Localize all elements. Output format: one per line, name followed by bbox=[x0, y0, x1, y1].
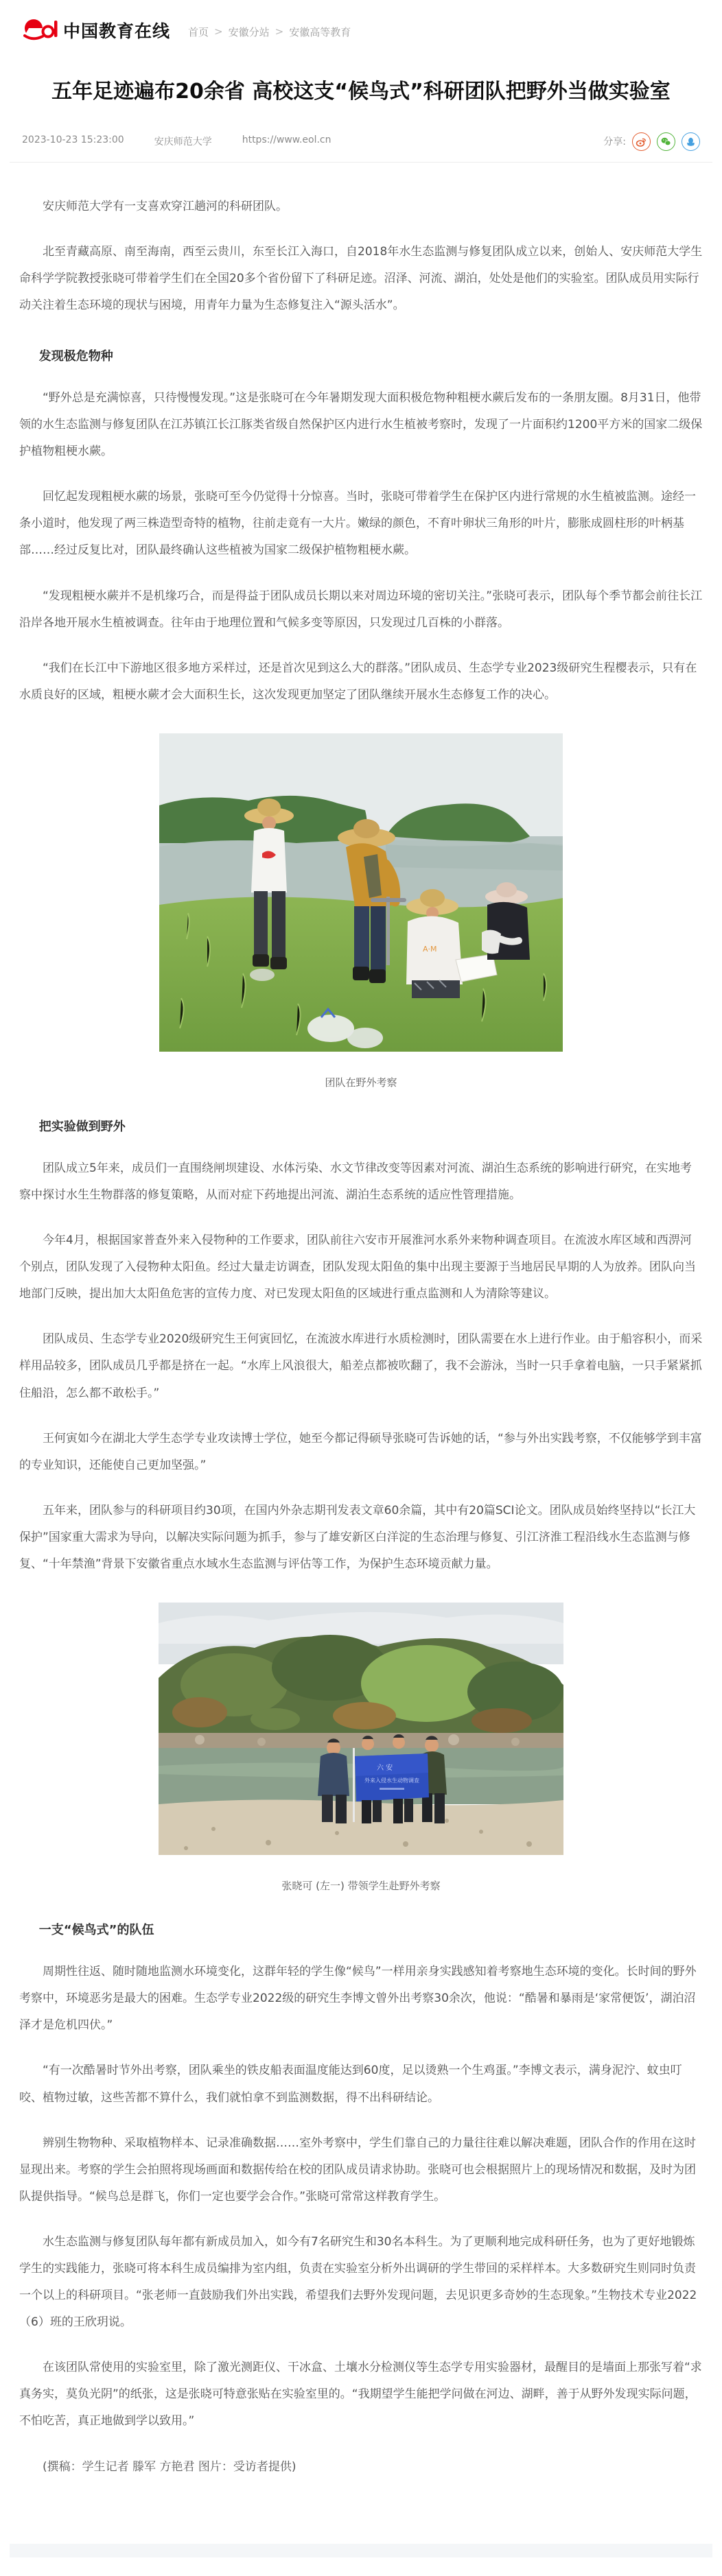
breadcrumb-home[interactable]: 首页 bbox=[188, 25, 209, 38]
share-label: 分享: bbox=[603, 137, 626, 148]
article-title: 五年足迹遍布20余省 高校这支“候鸟式”科研团队把野外当做实验室 bbox=[51, 80, 671, 104]
section-heading-outdoor-experiments: 把实验做到野外 bbox=[38, 1119, 126, 1134]
article-paragraph: 今年4月，根据国家普查外来入侵物种的工作要求，团队前往六安市开展淮河水系外来物种调查项目。在流波水库区域和西淠河个别点，团队发现了入侵物种太阳鱼。经过大量走访调查，团队发现太阳鱼的集中出现主要源于当地居民早期的人为放养。团队向当地部门反映，提出加大太阳鱼危害的宣传力度、对已发现太阳鱼的区域进行重点监测和人为清除等建议。 bbox=[19, 1233, 696, 1301]
wechat-icon bbox=[660, 136, 672, 147]
article-paragraph: 团队成员、生态学专业2020级研究生王何寅回忆，在流波水库进行水质检测时，团队需要在水上进行作业。由于船容积小，而采样用品较多，团队成员几乎都是挤在一起。“水库上风浪很大，船差点都被吹翻了，我不会游泳，当时一只手拿着电脑，一只手紧紧抓住船沿，怎么都不敢松手。” bbox=[19, 1332, 703, 1400]
breadcrumb-separator: > bbox=[214, 25, 223, 38]
publish-date: 2023-10-23 15:23:00 bbox=[22, 134, 124, 146]
svg-text:外来入侵水生动物调查: 外来入侵水生动物调查 bbox=[364, 1777, 419, 1784]
field-survey-photo bbox=[159, 733, 563, 1052]
article-paragraph: 五年来，团队参与的科研项目约30项，在国内外杂志期刊发表文章60余篇，其中有20篇SCI论文。团队成员始终坚持以“长江大保护”国家重大需求为导向，以解决实际问题为抓手，参与了雄安新区白洋淀的生态治理与修复、引江济淮工程沿线水生态监测与修复、“十年禁渔”背景下安徽省重点水域水生态监测与评估等工作，为保护生态环境贡献力量。 bbox=[19, 1503, 696, 1572]
share-qq-button[interactable] bbox=[682, 132, 700, 151]
svg-text:六 安: 六 安 bbox=[377, 1764, 393, 1773]
article-paragraph: “野外总是充满惊喜，只待慢慢发现。”这是张晓可在今年暑期发现大面积极危物种粗梗水蕨后发布的一条朋友圈。8月31日，他带领的水生态监测与修复团队在江苏镇江长江豚类省级自然保护区内进行水生植被考察时，发现了一片面积约1200平方米的国家二级保护植物粗梗水蕨。 bbox=[19, 390, 703, 459]
article-paragraph: 安庆师范大学有一支喜欢穿江趟河的科研团队。 bbox=[43, 199, 288, 213]
article-paragraph: 在该团队常使用的实验室里，除了激光测距仪、干冰盒、土壤水分检测仪等生态学专用实验器材，最醒目的是墙面上那张写着“求真务实，莫负光阴”的纸张，这是张晓可特意张贴在实验室里的。“我期望学生能把学问做在河边、湖畔，善于从野外发现实际问题，不怕吃苦，真正地做到学以致用。” bbox=[19, 2361, 702, 2429]
page bbox=[10, 0, 712, 2557]
article-body bbox=[10, 163, 712, 2481]
breadcrumb-anhui-higher-ed[interactable]: 安徽高等教育 bbox=[289, 25, 351, 38]
article-paragraph: 水生态监测与修复团队每年都有新成员加入，如今有7名研究生和30名本科生。为了更顺利地完成科研任务，也为了更好地锻炼学生的实践能力，张晓可将本科生成员编排为室内组，负责在实验室分析外出调研的学生带回的采样样本。大多数研究生则同时负责一个以上的科研项目。“张老师一直鼓励我们外出实践，希望我们去野外发现问题，去见识更多奇妙的生态现象。”生物技术专业2022（6）班的王欣玥说。 bbox=[19, 2234, 697, 2330]
article-paragraph: 王何寅如今在湖北大学生态学专业攻读博士学位，她至今都记得硕导张晓可告诉她的话，“参与外出实践考察，不仅能够学到丰富的专业知识，还能使自己更加坚强。” bbox=[19, 1431, 702, 1472]
site-name: 中国教育在线 bbox=[63, 21, 171, 41]
article-paragraph: 团队成立5年来，成员们一直围绕闸坝建设、水体污染、水文节律改变等因素对河流、湖泊生态系统的影响进行研究，在实地考察中探讨水生生物群落的修复策略，从而对症下药地提出河流、湖泊生态系统的适应性管理措施。 bbox=[19, 1161, 692, 1202]
eol-logo[interactable] bbox=[22, 15, 170, 45]
footer-bar bbox=[10, 2544, 712, 2557]
article-paragraph: “我们在长江中下游地区很多地方采样过，还是首次见到这么大的群落。”团队成员、生态学专业2023级研究生程樱表示，只有在水质良好的区域，粗梗水蕨才会大面积生长，这次发现更加坚定了团队继续开展水生态修复工作的决心。 bbox=[19, 661, 697, 702]
photo-caption: 团队在野外考察 bbox=[325, 1076, 397, 1089]
article-paragraph: 北至青藏高原、南至海南，西至云贵川，东至长江入海口，自2018年水生态监测与修复团队成立以来，创始人、安庆师范大学生命科学学院教授张晓可带着学生们在全国20多个省份留下了科研足迹。沼泽、河流、湖泊，处处是他们的实验室。团队成员用实际行动关注着生态环境的现状与困境，用青年力量为生态修复注入“源头活水”。 bbox=[19, 244, 703, 312]
section-heading-migratory-team: 一支“候鸟式”的队伍 bbox=[38, 1923, 154, 1938]
article-paragraph: “发现粗梗水蕨并不是机缘巧合，而是得益于团队成员长期以来对周边环境的密切关注。”张晓可表示，团队每个季节都会前往长江沿岸各地开展水生植被调查。往年由于地理位置和气候多变等原因，只发现过几百株的小群落。 bbox=[19, 589, 703, 630]
byline-credit: (撰稿：学生记者 滕军 方艳君 图片：受访者提供) bbox=[43, 2459, 296, 2474]
article-paragraph: 回忆起发现粗梗水蕨的场景，张晓可至今仍觉得十分惊喜。当时，张晓可带着学生在保护区内进行常规的水生植被监测。途经一条小道时，他发现了两三株造型奇特的植物，往前走竟有一大片。嫩绿的颜色，不育叶卵状三角形的叶片，膨胀成圆柱形的叶柄基部……经过反复比对，团队最终确认这些植被为国家二级保护植物粗梗水蕨。 bbox=[19, 490, 696, 558]
article-paragraph: 辨别生物物种、采取植物样本、记录准确数据……室外考察中，学生们靠自己的力量往往难以解决难题，团队合作的作用在这时显现出来。考察的学生会拍照将现场画面和数据传给在校的团队成员请求协助。张晓可也会根据照片上的现场情况和数据，及时为团队提供指导。“候鸟总是群飞，你们一定也要学会合作。”张晓可常常这样教育学生。 bbox=[19, 2136, 696, 2203]
photo-figure-field-survey bbox=[19, 733, 703, 1089]
article-paragraph: 周期性往返、随时随地监测水环境变化，这群年轻的学生像“候鸟”一样用亲身实践感知着考察地生态环境的变化。长时间的野外考察中，环境恶劣是最大的困难。生态学专业2022级的研究生李博文曾外出考察30余次，他说：“酷暑和暴雨是‘家常便饭’，湖泊沼泽才是危机四伏。” bbox=[19, 1965, 697, 2033]
source-name: 安庆师范大学 bbox=[154, 137, 212, 148]
qq-icon bbox=[685, 136, 697, 147]
person-crouched-black-top bbox=[482, 882, 530, 960]
photo-figure-group-riverbank bbox=[19, 1603, 703, 1893]
share-weibo-button[interactable] bbox=[632, 132, 651, 151]
eol-logo-icon bbox=[22, 15, 58, 45]
source-url[interactable]: https://www.eol.cn bbox=[242, 134, 331, 146]
breadcrumb bbox=[188, 25, 351, 39]
share-wechat-button[interactable] bbox=[657, 132, 675, 151]
site-header bbox=[10, 0, 712, 45]
photo-caption: 张晓可 (左一) 带领学生赴野外考察 bbox=[281, 1880, 441, 1893]
breadcrumb-anhui[interactable]: 安徽分站 bbox=[228, 25, 270, 38]
article-meta bbox=[10, 132, 712, 163]
weibo-icon bbox=[636, 136, 647, 147]
riverbank-group-photo bbox=[159, 1603, 563, 1855]
section-heading-discovery: 发现极危物种 bbox=[38, 348, 113, 364]
breadcrumb-separator: > bbox=[275, 25, 284, 38]
svg-text:A·M: A·M bbox=[423, 944, 437, 954]
article-paragraph: “有一次酷暑时节外出考察，团队乘坐的铁皮船表面温度能达到60度，足以烫熟一个生鸡蛋。”李博文表示，满身泥泞、蚊虫叮咬、植物过敏，这些苦都不算什么，我们就怕拿不到监测数据，得不出科研结论。 bbox=[19, 2064, 682, 2105]
